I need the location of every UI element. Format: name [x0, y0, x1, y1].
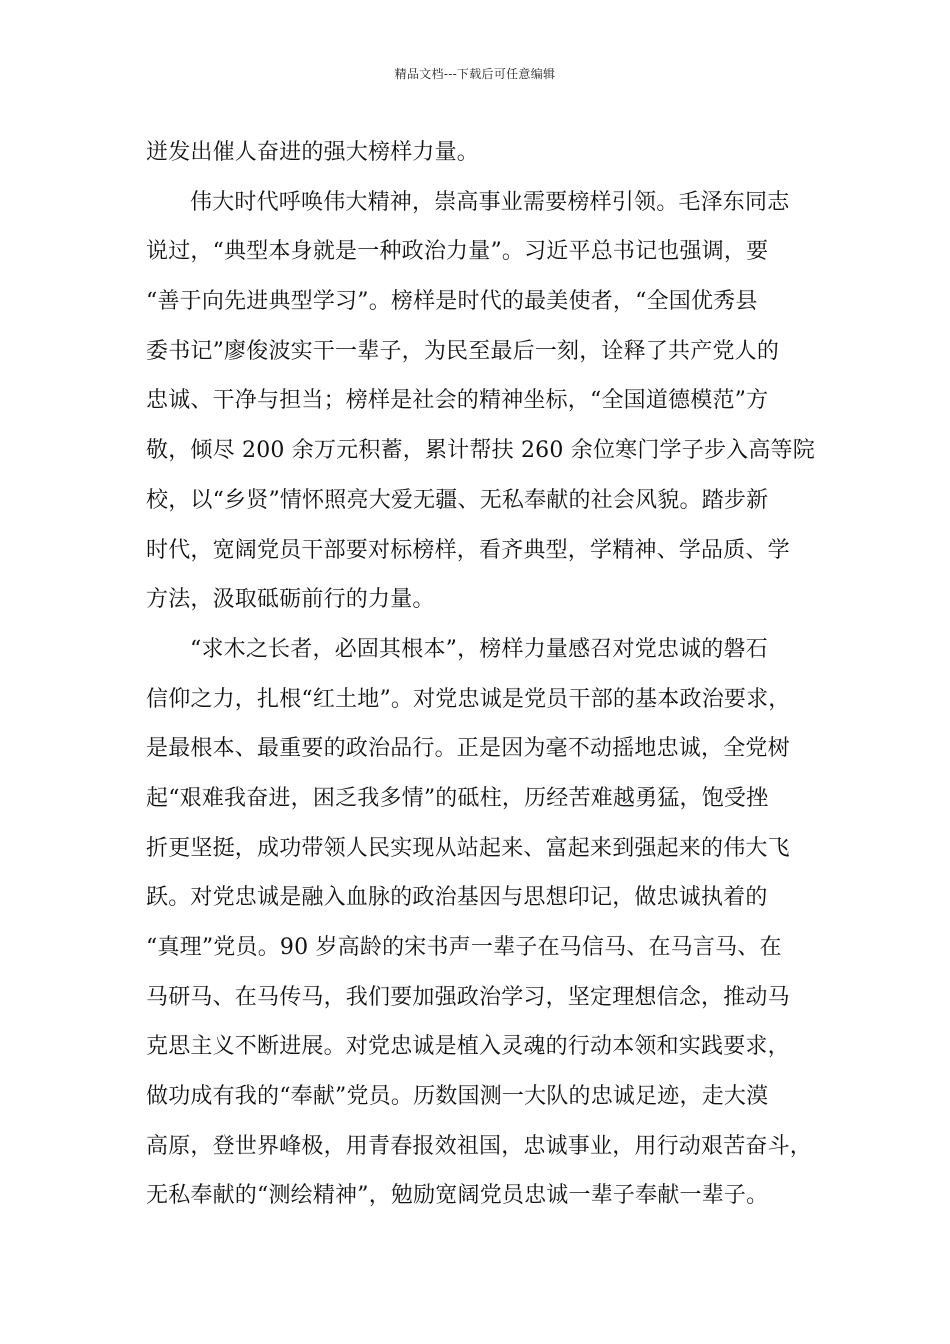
text-line: 克思主义不断进展。对党忠诚是植入灵魂的行动本领和实践要求，: [146, 1034, 790, 1060]
text-line: 马研马、在马传马，我们要加强政治学习，坚定理想信念，推动马: [146, 984, 790, 1010]
text-line: 方法，汲取砥砺前行的力量。: [146, 587, 435, 613]
text-line: 迸发出催人奋进的强大榜样力量。: [146, 140, 480, 165]
text-line: 折更坚挺，成功带领人民实现从站起来、富起来到强起来的伟大飞: [146, 835, 790, 861]
text-line: “真理”党员。90 岁高龄的宋书声一辈子在马信马、在马言马、在: [146, 935, 782, 960]
text-line: 高原，登世界峰极，用青春报效祖国，忠诚事业，用行动艰苦奋斗，: [146, 1133, 813, 1159]
text-line: 伟大时代呼唤伟大精神，崇高事业需要榜样引领。毛泽东同志: [190, 189, 790, 215]
text-line: 跃。对党忠诚是融入血脉的政治基因与思想印记，做忠诚执着的: [146, 885, 768, 911]
text-line: 无私奉献的“测绘精神”，勉励宽阔党员忠诚一辈子奉献一辈子。: [146, 1183, 769, 1209]
text-line: “求木之长者，必固其根本”，榜样力量感召对党忠诚的磐石: [190, 636, 768, 662]
text-line: 是最根本、最重要的政治品行。正是因为毫不动摇地忠诚，全党树: [146, 736, 790, 762]
text-line: 时代，宽阔党员干部要对标榜样，看齐典型，学精神、学品质、学: [146, 537, 790, 563]
text-line: 委书记”廖俊波实干一辈子，为民至最后一刻，诠释了共产党人的: [146, 338, 780, 364]
text-line: 敬，倾尽 200 余万元积蓄，累计帮扶 260 余位寒门学子步入高等院: [146, 438, 815, 464]
text-line: 校，以“乡贤”情怀照亮大爱无疆、无私奉献的社会风貌。踏步新: [146, 487, 769, 513]
text-line: 做功成有我的“奉献”党员。历数国测一大队的忠诚足迹，走大漠: [146, 1084, 769, 1110]
page-header: 精品文档---下载后可任意编辑: [394, 67, 556, 81]
text-line: 忠诚、干净与担当；榜样是社会的精神坐标，“全国道德模范”方: [146, 388, 769, 414]
body-text: [146, 128, 815, 1221]
text-line: 信仰之力，扎根“红土地”。对党忠诚是党员干部的基本政治要求，: [146, 686, 791, 712]
text-line: “善于向先进典型学习”。榜样是时代的最美使者，“全国优秀县: [146, 289, 758, 315]
text-line: 起“艰难我奋进，困乏我多情”的砥柱，历经苦难越勇猛，饱受挫: [146, 785, 769, 811]
text-line: 说过，“典型本身就是一种政治力量”。习近平总书记也强调，要: [146, 239, 769, 265]
